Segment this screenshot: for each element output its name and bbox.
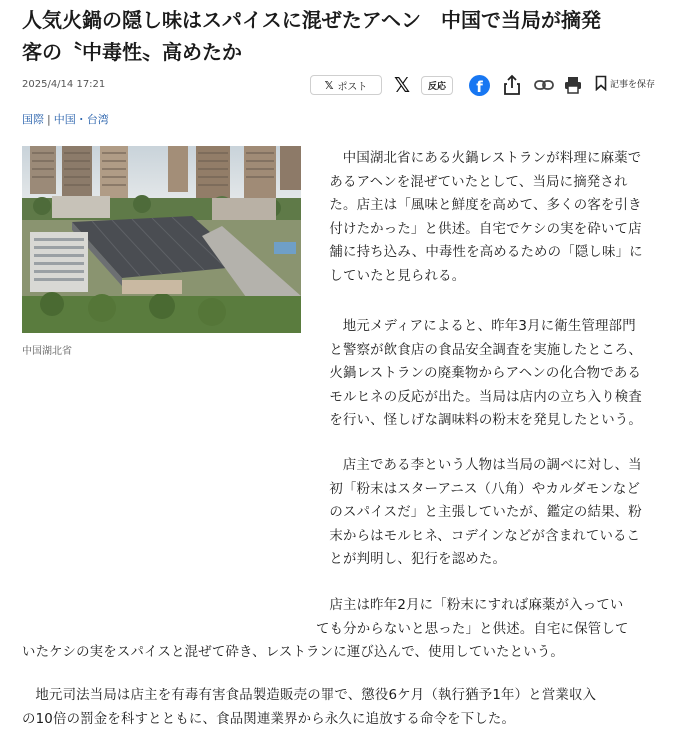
- paragraph-line: モルヒネの反応が出た。当局は店内の立ち入り検査: [329, 389, 642, 405]
- category-link-international[interactable]: 国際: [22, 113, 44, 126]
- article-photo[interactable]: [22, 146, 301, 333]
- reaction-button-label: 反応: [427, 82, 446, 92]
- paragraph-line: いたケシの実をスパイスと混ぜて砕き、レストランに運び込んで、使用していたという。: [22, 645, 565, 660]
- article-paragraph-1: [316, 147, 662, 288]
- bookmark-icon: [595, 75, 607, 91]
- article-paragraph-5: [22, 684, 662, 731]
- paragraph-line: た。店主は「風味と鮮度を高めて、多くの客を引き: [329, 198, 642, 213]
- paragraph-line: 中国湖北省にある火鍋レストランが料理に麻薬で: [342, 151, 642, 166]
- post-button-label: ポスト: [337, 81, 368, 93]
- print-icon[interactable]: [564, 76, 582, 98]
- paragraph-line: とが判明し、犯行を認めた。: [329, 552, 507, 567]
- paragraph-line: を行い、怪しげな調味料の粉末を発見したという。: [329, 413, 642, 428]
- paragraph-line: 末からはモルヒネ、コデインなどが含まれているこ: [329, 528, 641, 544]
- paragraph-line: 初「粉末はスターアニス（八角）やカルダモンなど: [329, 481, 641, 497]
- article-paragraph-3: [316, 454, 662, 572]
- paragraph-line: ても分からないと思った」と供述。自宅に保管して: [316, 621, 629, 637]
- paragraph-line: あるアヘンを混ぜていたとして、当局に摘発され: [329, 174, 628, 190]
- publish-date: 2025/4/14 17:21: [22, 79, 106, 90]
- paragraph-line: していたと見られる。: [329, 268, 466, 284]
- paragraph-line: 店主である李という人物は当局の調べに対し、当: [342, 458, 642, 473]
- share-icon[interactable]: [503, 74, 521, 100]
- title-line-1: 人気火鍋の隠し味はスパイスに混ぜたアヘン 中国で当局が摘発: [22, 8, 601, 32]
- paragraph-line: と警察が飲食店の食品安全調査を実施したところ、: [329, 342, 642, 358]
- paragraph-line: の10倍の罰金を科すとともに、食品関連業界から永久に追放する命令を下した。: [22, 711, 516, 727]
- category-link-china-taiwan[interactable]: 中国・台湾: [53, 113, 109, 126]
- paragraph-line: 地元メディアによると、昨年3月に衛生管理部門: [342, 319, 636, 334]
- paragraph-line: のスパイスだ」と主張していたが、鑑定の結果、粉: [329, 505, 642, 520]
- paragraph-line: 火鍋レストランの廃棄物からアヘンの化合物である: [329, 366, 642, 381]
- paragraph-line: 付けたかった」と供述。自宅でケシの実を砕いて店: [329, 221, 642, 237]
- article-meta-toolbar: [0, 74, 676, 100]
- save-article-label: 記事を保存: [610, 79, 656, 90]
- facebook-icon[interactable]: f: [469, 75, 490, 96]
- x-logo-icon: 𝕏: [324, 78, 334, 92]
- photo-caption: 中国湖北省: [22, 346, 72, 357]
- save-article-button[interactable]: [595, 75, 655, 91]
- category-breadcrumb: [22, 111, 109, 127]
- x-share-icon[interactable]: 𝕏: [394, 73, 411, 97]
- paragraph-line: 店主は昨年2月に「粉末にすれば麻薬が入ってい: [329, 598, 624, 613]
- x-post-button[interactable]: [310, 75, 382, 95]
- title-line-2: 客の〝中毒性〟高めたか: [22, 40, 242, 64]
- article-paragraph-2: [316, 315, 662, 433]
- reaction-button[interactable]: [421, 76, 453, 95]
- paragraph-line: 地元司法当局は店主を有毒有害食品製造販売の罪で、懲役6ケ月（執行猶予1年）と営業収入: [35, 688, 597, 703]
- article-title: [22, 4, 662, 68]
- article-paragraph-4: [316, 594, 662, 641]
- copy-link-icon[interactable]: [534, 77, 554, 97]
- paragraph-line: 舗に持ち込み、中毒性を高めるための「隠し味」に: [329, 245, 643, 260]
- article-paragraph-4-wrap: [22, 641, 662, 665]
- category-separator: |: [47, 113, 51, 126]
